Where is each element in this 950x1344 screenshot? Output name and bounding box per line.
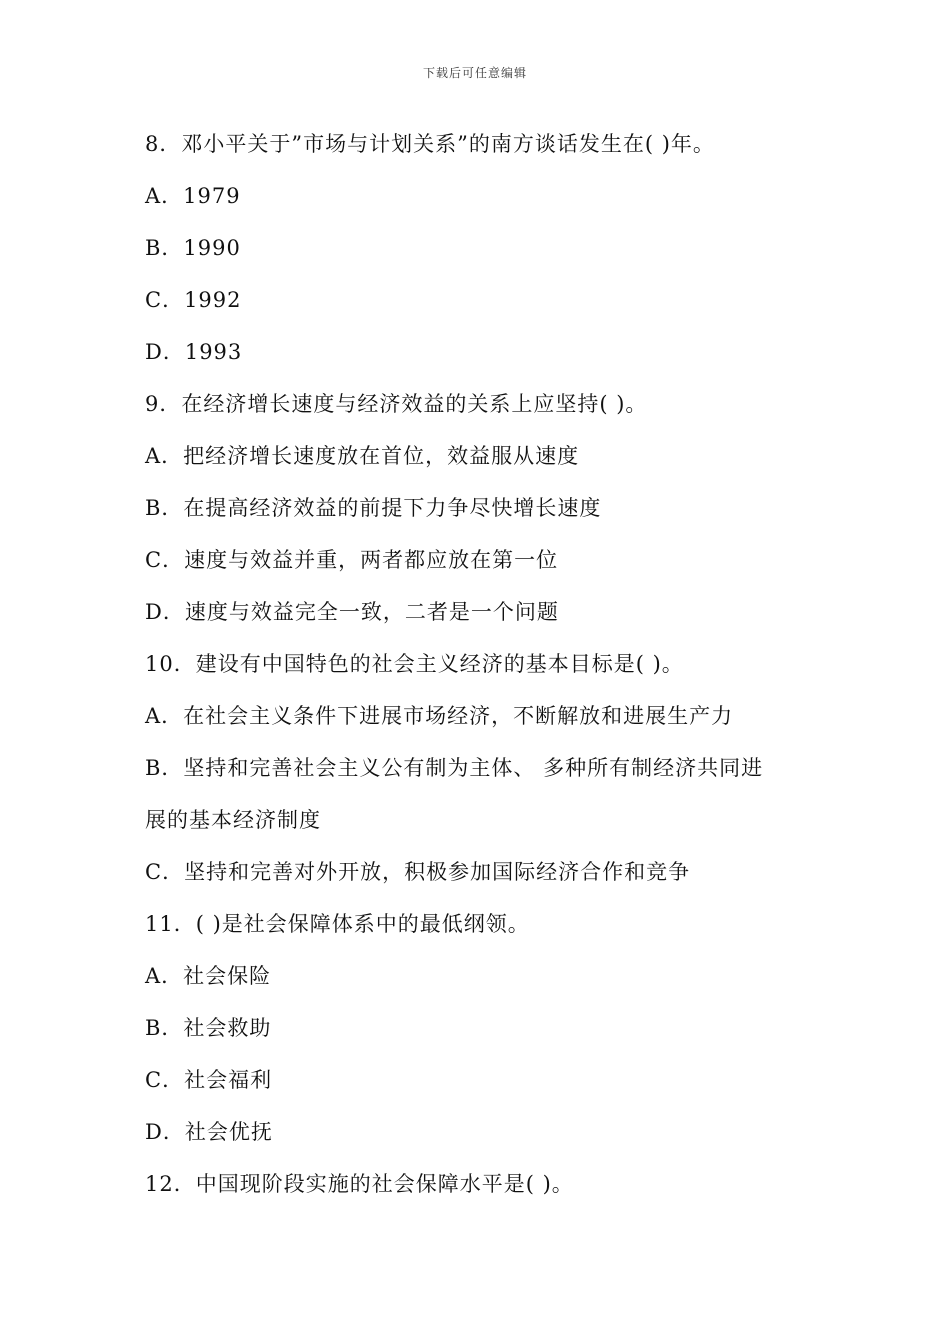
question-10-option-c: C．坚持和完善对外开放，积极参加国际经济合作和竞争 [145, 860, 691, 884]
question-11-option-b: B．社会救助 [145, 1016, 272, 1040]
question-9: 9．在经济增长速度与经济效益的关系上应坚持( )。 [145, 392, 648, 416]
question-11-option-d: D．社会优抚 [145, 1120, 273, 1144]
question-8: 8．邓小平关于”市场与计划关系”的南方谈话发生在( )年。 [145, 132, 715, 156]
question-9-option-a: A．把经济增长速度放在首位，效益服从速度 [145, 444, 580, 468]
question-11-option-c: C．社会福利 [145, 1068, 273, 1092]
question-10: 10．建设有中国特色的社会主义经济的基本目标是( )。 [145, 652, 684, 676]
page-header: 下载后可任意编辑 [422, 66, 527, 80]
question-10-option-a: A．在社会主义条件下进展市场经济，不断解放和进展生产力 [145, 704, 734, 728]
question-8-option-a: A．1979 [145, 184, 241, 208]
question-9-option-b: B．在提高经济效益的前提下力争尽快增长速度 [145, 496, 602, 520]
question-11: 11．( )是社会保障体系中的最低纲领。 [145, 912, 530, 936]
question-8-option-d: D．1993 [145, 340, 243, 364]
question-9-option-d: D．速度与效益完全一致，二者是一个问题 [145, 600, 559, 624]
question-8-option-b: B．1990 [145, 236, 241, 260]
question-9-option-c: C．速度与效益并重，两者都应放在第一位 [145, 548, 559, 572]
question-10-option-b-continued: 展的基本经济制度 [145, 808, 321, 832]
document-body [145, 118, 825, 1210]
question-8-option-c: C．1992 [145, 288, 242, 312]
question-11-option-a: A．社会保险 [145, 964, 272, 988]
question-10-option-b: B．坚持和完善社会主义公有制为主体、 多种所有制经济共同进 [145, 756, 764, 780]
question-12: 12．中国现阶段实施的社会保障水平是( )。 [145, 1172, 574, 1196]
